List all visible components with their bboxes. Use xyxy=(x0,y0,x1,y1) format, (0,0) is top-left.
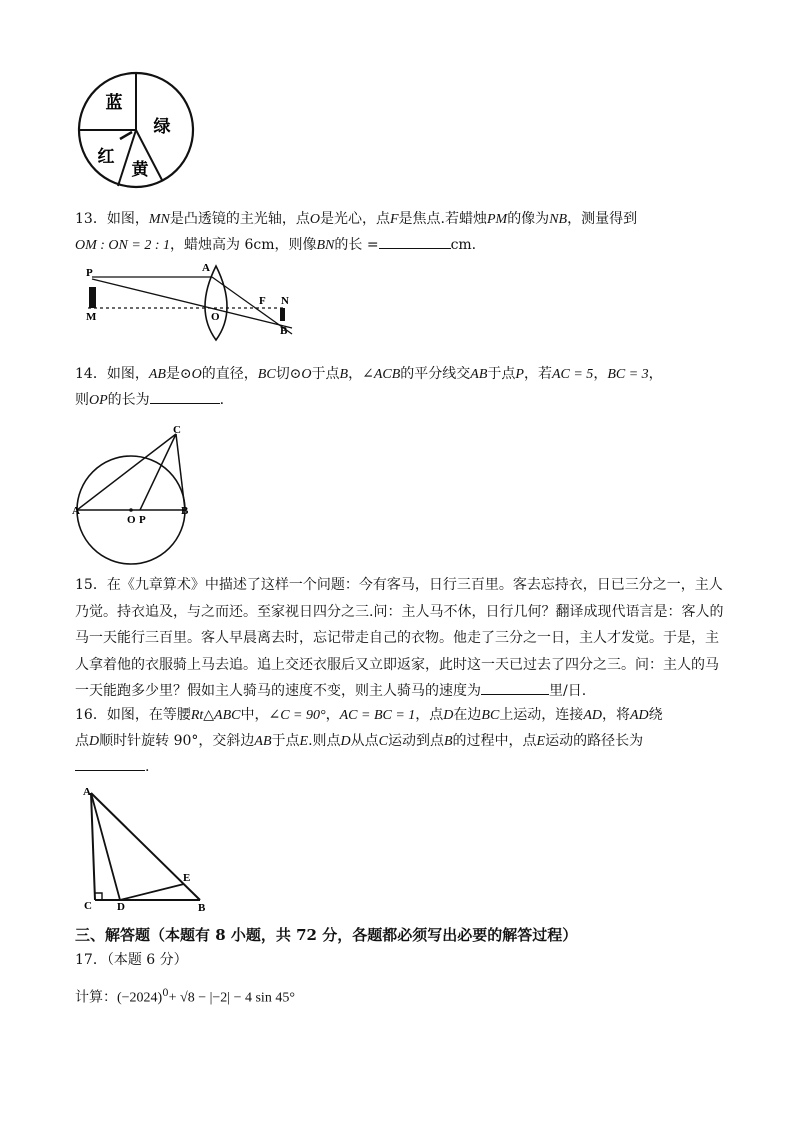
q15-line5: 一天能跑多少里？假如主人骑马的速度不变，则主人骑马的速度为 里/日. xyxy=(75,678,725,705)
side-AC xyxy=(91,793,95,900)
q14-line2: 则OP的长为 . xyxy=(75,388,224,413)
q13-label-F: F xyxy=(259,295,266,307)
q14-label-B: B xyxy=(181,505,189,517)
section3-heading: 三、解答题（本题有 8 小题，共 72 分，各题都必须写出必要的解答过程） xyxy=(75,926,578,944)
q14-answer-blank xyxy=(150,388,220,404)
q14-label-O: O xyxy=(127,514,136,526)
q13-line2: OM : ON = 2 : 1，蜡烛高为 6cm，则像BN的长 = cm. xyxy=(75,233,476,258)
q15-line1: 15．在《九章算术》中描述了这样一个问题：今有客马，日行三百里。客去忘持衣，日已三分之一，主人 xyxy=(75,577,723,593)
q15-line4: 人拿着他的衣服骑上马去追。追上交还衣服后又立即返家，此时这一天已过去了四分之三。问：主人的马 xyxy=(75,656,719,673)
pie-label-blue: 蓝 xyxy=(105,93,123,112)
tangent-BC xyxy=(176,434,185,510)
q13-line1: 13．如图，MN是凸透镜的主光轴，点O是光心，点F是焦点.若蜡烛PM的像为NB，测量得到 xyxy=(75,211,638,227)
q15-line2: 乃觉。持衣追及，与之而还。至家视日四分之三.问：主人马不休，日行几何？翻译成现代语言是：客人的 xyxy=(75,603,724,620)
q16-label-E: E xyxy=(183,872,191,884)
q16-line1: 16．如图，在等腰Rt△ABC中，∠C = 90°，AC = BC = 1，点D在边BC上运动，连接AD，将AD绕 xyxy=(75,707,663,723)
q13-label-M: M xyxy=(86,311,97,323)
q16-answer-blank xyxy=(75,755,145,771)
pie-label-green: 绿 xyxy=(153,117,171,136)
bisector-CP xyxy=(140,434,176,510)
q15-line3: 马一天能行三百里。客人早晨离去时，忘记带走自己的衣物。他走了三分之一日，主人才发觉。于是，主 xyxy=(75,630,719,646)
q16-label-A: A xyxy=(83,786,91,798)
pie-label-red: 红 xyxy=(97,147,115,166)
right-angle-mark xyxy=(95,893,102,900)
q16-label-D: D xyxy=(117,901,125,913)
center-O-dot xyxy=(129,508,133,512)
candle xyxy=(89,287,96,308)
q16-line3: . xyxy=(75,755,149,779)
q13-label-A: A xyxy=(202,262,210,274)
q17-header: 17．（本题 6 分） xyxy=(75,952,188,968)
image-candle xyxy=(280,308,285,321)
q16-label-B: B xyxy=(198,902,206,913)
pie-spinner-pointer xyxy=(120,132,132,139)
q14-circle-figure xyxy=(72,423,202,568)
q15-text xyxy=(75,572,725,705)
pie-label-yellow: 黄 xyxy=(131,160,149,179)
segment-DE xyxy=(120,884,184,900)
q16-line2: 点D顺时针旋转 90°，交斜边AB于点E.则点D从点C运动到点B的过程中，点E运动的路径长为 xyxy=(75,733,644,749)
q16-triangle-figure xyxy=(80,783,215,913)
q15-answer-blank xyxy=(481,679,549,695)
q13-label-N: N xyxy=(281,295,289,307)
pie-chart-figure xyxy=(76,70,196,190)
q16-label-C: C xyxy=(84,900,92,912)
q14-label-C: C xyxy=(173,424,181,436)
q17-expression: 计算：$(-2024)^0+ √8 - |-2| - 4$ sin 45° xyxy=(75,988,295,1006)
q14-label-P: P xyxy=(139,514,146,526)
q14-label-A: A xyxy=(72,505,80,517)
q13-label-P: P xyxy=(86,267,93,279)
q13-answer-blank xyxy=(379,233,451,249)
q13-lens-figure xyxy=(80,258,304,342)
q13-label-B: B xyxy=(280,325,288,337)
q13-label-O: O xyxy=(211,311,220,323)
q14-line1: 14．如图，AB是⊙O的直径，BC切⊙O于点B，∠ACB的平分线交AB于点P，若AC = 5，BC = 3， xyxy=(75,366,663,382)
